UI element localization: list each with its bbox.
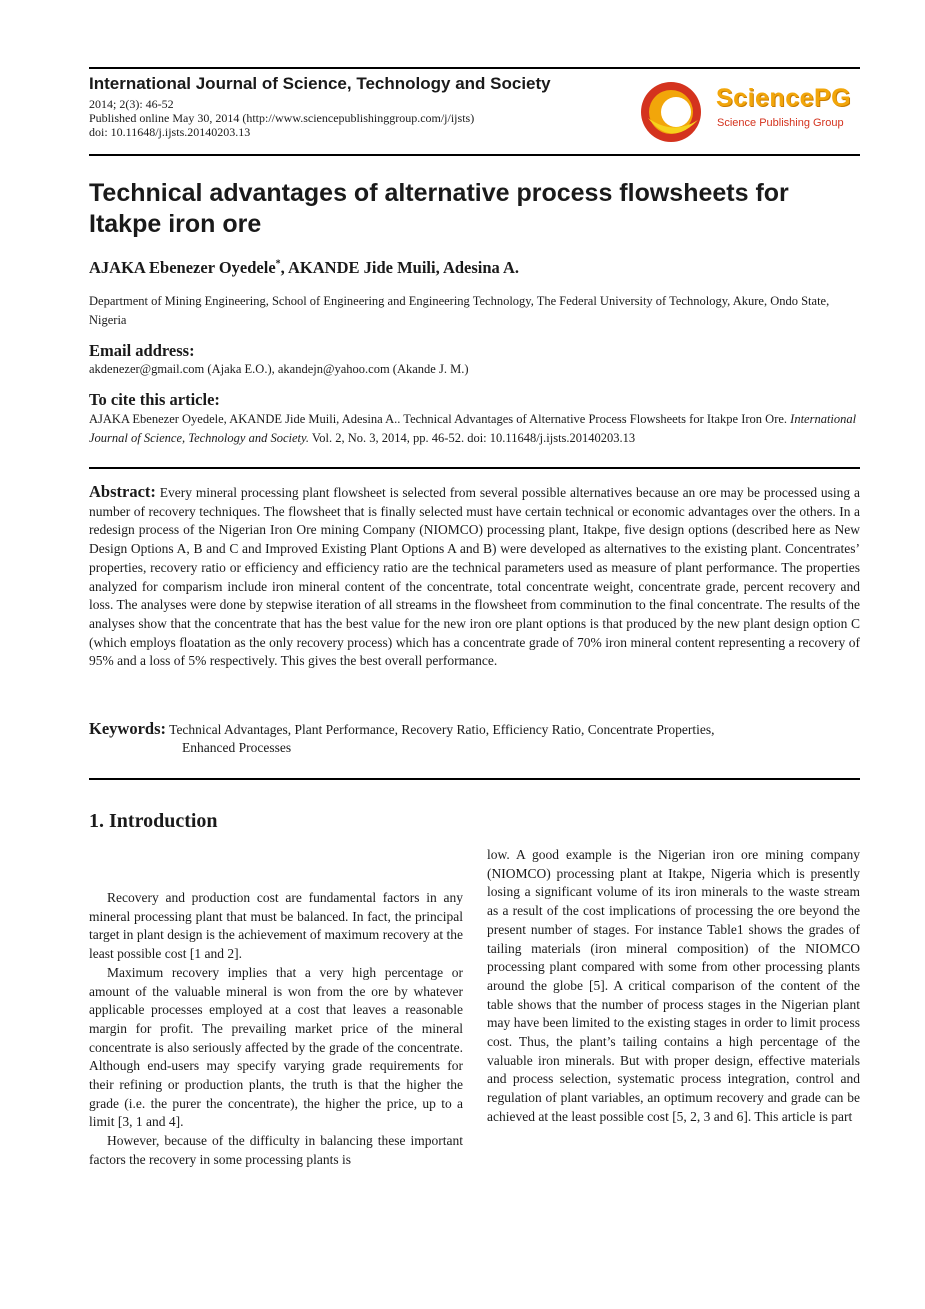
logo-subtitle: Science Publishing Group [717,117,844,129]
corresponding-mark: * [275,258,281,270]
author-list [89,258,519,278]
header-bottom-rule [89,154,860,156]
email-heading: Email address: [89,341,195,360]
affiliation: Department of Mining Engineering, School of Engineering and Engineering Technology, The Federal University of Technology, Akure, Ondo State, Nigeria [89,294,830,327]
email-addresses[interactable]: akdenezer@gmail.com (Ajaka E.O.), akandejn@yahoo.com (Akande J. M.) [89,362,469,376]
published-info [89,111,474,125]
abstract-label: Abstract: [89,482,156,501]
intro-paragraph-3: However, because of the difficulty in balancing these important factors the recovery in some processing plants is [89,1133,463,1167]
section-heading-introduction: 1. Introduction [89,810,218,832]
intro-paragraph-2: Maximum recovery implies that a very high percentage or amount of the valuable mineral is won from the ore by whatever applicable processes employed at a cost that leaves a reasonable margin for profit. The prevailing market price of the mineral concentrate is also seriously affected by the grade of the concentrate. Although end-users may specify varying grade requirements for their refining or production plants, the truth is that the higher the grade (i.e. the purer the concentrate), the higher the price, up to a limit [3, 1 and 4]. [89,964,463,1130]
issue-info: 2014; 2(3): 46-52 [89,97,174,111]
abstract-text: Every mineral processing plant flowsheet is selected from several possible alternatives because an ore may be processed using a number of recovery techniques. The flowsheet that is finally selected must have certain technical or economic advantages over the others. In a redesign process of the Nigerian Iron Ore mining Company (NIOMCO) processing plant, Itakpe, five design options (described here as New Design Options A, B and C and Improved Existing Plant Options A and B) were developed as alternatives to the existing plant. Concentrates’ properties, recovery ratio or efficiency and efficiency ratio are the technical parameters used as measure of plant performance. The properties analyzed for comparism include iron mineral content of the concentrate, total concentrate weight, concentrate grade, percent recovery and loss. The analyses were done by stepwise iteration of all streams in the flowsheet from comminution to the final concentrate. The results of the analyses show that the concentrate that has the best value for the new iron ore plant options is that produced by the new plant design option C (which employs floatation as the only recovery process) which has a concentrate grade of 70% iron mineral content representing a recovery of 95% and a loss of 5% respectively. This gives the best overall performance. [89,485,861,669]
journal-name: International Journal of Science, Technology and Society [89,74,551,93]
citation-journal: International Journal of Science, Technology and Society. [89,412,857,445]
keywords [89,719,860,739]
right-column [487,846,860,1127]
abstract [89,483,860,671]
keywords-line-1: Technical Advantages, Plant Performance, Recovery Ratio, Efficiency Ratio, Concentrate Properties, [169,722,715,737]
citation-part-2: Vol. 2, No. 3, 2014, pp. 46-52. doi: 10.11648/j.ijsts.20140203.13 [308,431,636,445]
header-top-rule [89,67,860,69]
citation [89,410,860,448]
first-author: AJAKA Ebenezer Oyedele [89,258,276,277]
left-column [89,889,463,1170]
logo-wordmark: SciencePG [716,84,852,112]
logo-circle-icon [638,78,718,144]
keywords-line-2: Enhanced Processes [182,740,292,755]
other-authors: , AKANDE Jide Muili, Adesina A. [280,258,520,277]
cite-heading: To cite this article: [89,390,220,409]
doi-info: doi: 10.11648/j.ijsts.20140203.13 [89,125,251,139]
keywords-label: Keywords: [89,719,166,738]
intro-paragraph-continued: low. A good example is the Nigerian iron ore mining company (NIOMCO) processing plant at Itakpe, Nigeria which is presently losing a significant volume of its iron minerals to the waste stream as a result of the cost implications of processing the ore beyond the present number of stages. For instance Table1 shows the grades of tailing materials (iron mineral composition) of the NIOMCO processing plant compared with some from other processing plants around the globe [5]. A critical comparison of the content of the table shows that the number of process stages in the Nigerian plant may have been limited to the existing stages in order to limit process cost. Thus, the plant’s tailing contains a high percentage of the valuable iron minerals. But with proper design, effective materials and process selection, systematic process integration, control and regulation of plant variables, an optimum recovery and grade can be achieved at the least possible cost [5, 2, 3 and 6]. This article is part [487,847,860,1124]
published-text[interactable]: Published online May 30, 2014 (http://www.sciencepublishinggroup.com/j/ijsts) [89,111,475,125]
article-title: Technical advantages of alternative process flowsheets for Itakpe iron ore [89,179,789,238]
intro-paragraph-1: Recovery and production cost are fundamental factors in any mineral processing plant that must be balanced. In fact, the principal target in plant design is the achievement of maximum recovery at the least possible cost [1 and 2]. [89,890,463,962]
abstract-top-rule [89,467,860,469]
abstract-bottom-rule [89,778,860,780]
citation-part-1: AJAKA Ebenezer Oyedele, AKANDE Jide Muili, Adesina A.. Technical Advantages of Alternative Process Flowsheets for Itakpe Iron Ore. [89,412,791,426]
